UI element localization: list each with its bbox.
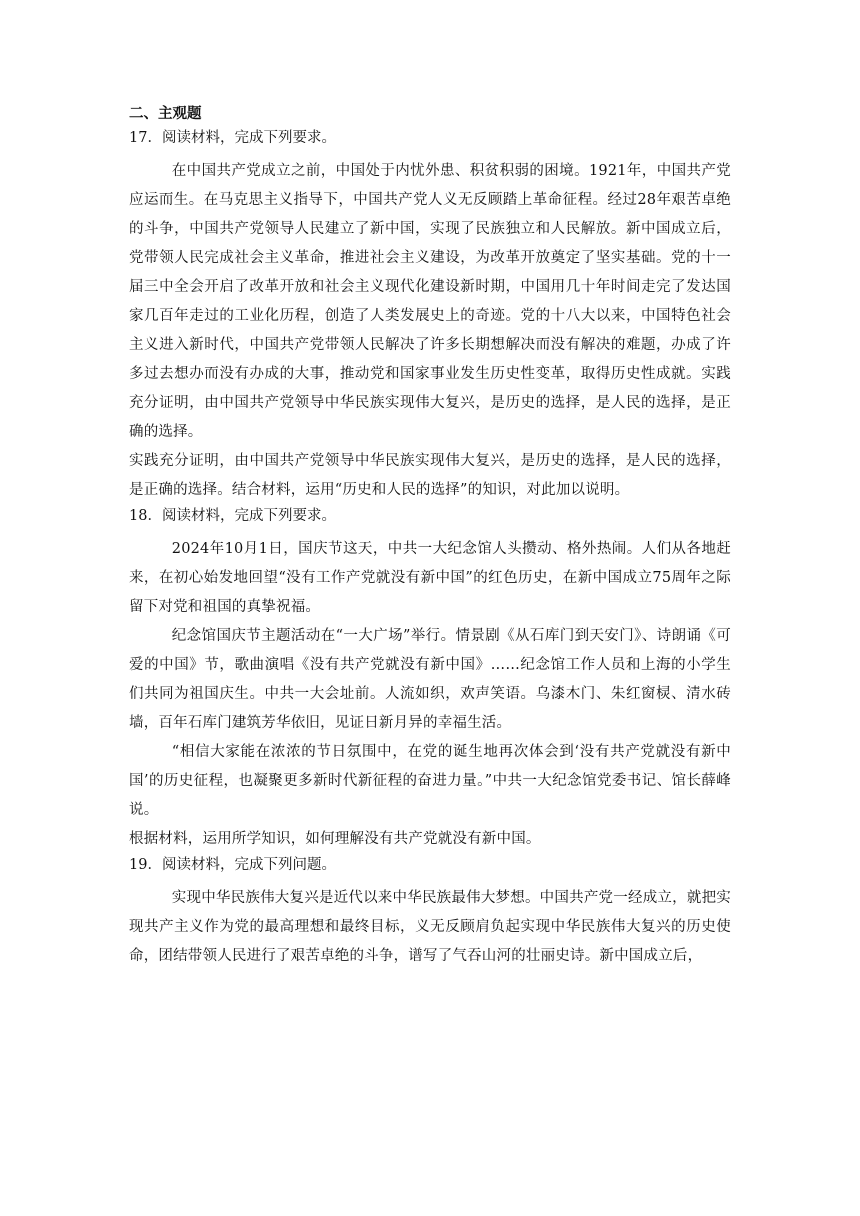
question-19	[129, 855, 731, 971]
question-17	[129, 128, 731, 505]
question-18-material-1: 2024年10月1日，国庆节这天，中共一大纪念馆人头攒动、格外热闹。人们从各地赶来，在初心始发地回望“没有工作产党就没有新中国”的红色历史，在新中国成立75周年之际留下对党和祖国的真挚祝福。	[129, 541, 731, 615]
question-18-prompt: 根据材料，运用所学知识，如何理解没有共产党就没有新中国。	[129, 831, 541, 847]
document-content	[129, 104, 731, 971]
question-17-material: 在中国共产党成立之前，中国处于内忧外患、积贫积弱的困境。1921年，中国共产党应运而生。在马克思主义指导下，中国共产党人义无反顾踏上革命征程。经过28年艰苦卓绝的斗争，中国共产党领导人民建立了新中国，实现了民族独立和人民解放。新中国成立后，党带领人民完成社会主义革命，推进社会主义建设，为改革开放奠定了坚实基础。党的十一届三中全会开启了改革开放和社会主义现代化建设新时期，中国用几十年时间走完了发达国家几百年走过的工业化历程，创造了人类发展史上的奇迹。党的十八大以来，中国特色社会主义进入新时代，中国共产党带领人民解决了许多长期想解决而没有解决的难题，办成了许多过去想办而没有办成的大事，推动党和国家事业发生历史性变革，取得历史性成就。实践充分证明，由中国共产党领导中华民族实现伟大复兴，是历史的选择，是人民的选择，是正确的选择。	[129, 163, 731, 440]
question-18-material-2: 纪念馆国庆节主题活动在“一大广场”举行。情景剧《从石库门到天安门》、诗朗诵《可爱的中国》节，歌曲演唱《没有共产党就没有新中国》……纪念馆工作人员和上海的小学生们共同为祖国庆生。中共一大会址前。人流如织，欢声笑语。乌漆木门、朱红窗棂、清水砖墙，百年石库门建筑芳华依旧，见证日新月异的幸福生活。	[129, 628, 731, 731]
question-17-heading: 17．阅读材料，完成下列要求。	[129, 130, 336, 146]
section-title: 二、主观题	[129, 106, 202, 122]
question-18-heading: 18．阅读材料，完成下列要求。	[129, 508, 336, 524]
question-18	[129, 506, 731, 854]
question-19-material: 实现中华民族伟大复兴是近代以来中华民族最伟大梦想。中国共产党一经成立，就把实现共产主义作为党的最高理想和最终目标，义无反顾肩负起实现中华民族伟大复兴的历史使命，团结带领人民进行了艰苦卓绝的斗争，谱写了气吞山河的壮丽史诗。新中国成立后，	[129, 890, 731, 964]
question-19-heading: 19．阅读材料，完成下列问题。	[129, 857, 336, 873]
question-18-material-3: “相信大家能在浓浓的节日氛围中，在党的诞生地再次体会到‘没有共产党就没有新中国’的历史征程，也凝聚更多新时代新征程的奋进力量。”中共一大纪念馆党委书记、馆长薛峰说。	[129, 744, 731, 818]
question-17-prompt: 实践充分证明，由中国共产党领导中华民族实现伟大复兴，是历史的选择，是人民的选择，是正确的选择。结合材料，运用“历史和人民的选择”的知识，对此加以说明。	[129, 453, 731, 498]
